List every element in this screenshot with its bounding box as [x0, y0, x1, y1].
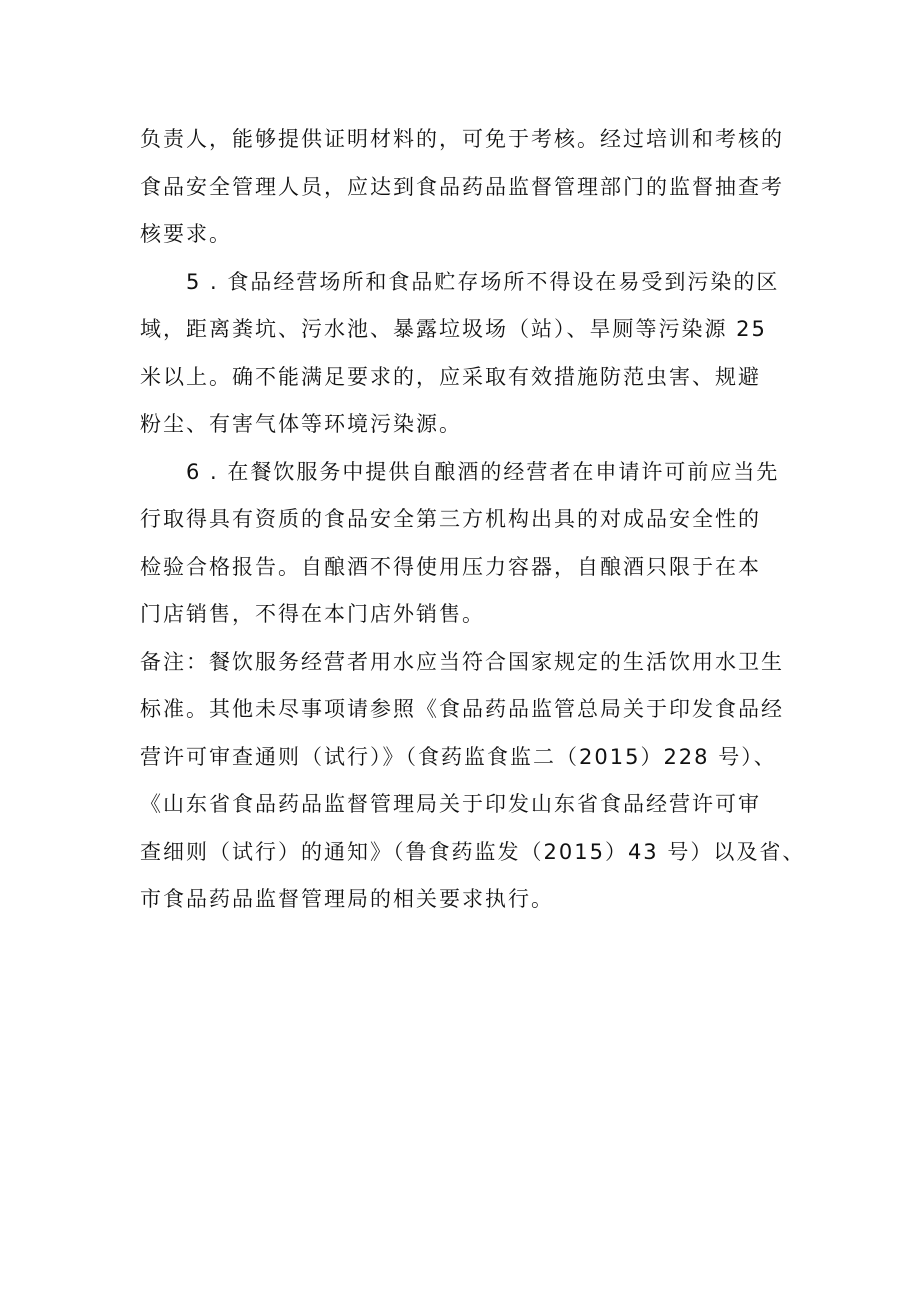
- text-line: 检验合格报告。自酿酒不得使用压力容器，自酿酒只限于在本: [140, 554, 761, 579]
- text-line: 负责人，能够提供证明材料的，可免于考核。经过培训和考核的: [140, 127, 784, 151]
- note-line: 备注：餐饮服务经营者用水应当符合国家规定的生活饮用水卫生: [140, 649, 784, 674]
- text-line: 门店销售，不得在本门店外销售。: [140, 602, 485, 626]
- note-line: 市食品药品监督管理局的相关要求执行。: [140, 887, 554, 911]
- text-line: 粉尘、有害气体等环境污染源。: [140, 412, 462, 436]
- text-line: 核要求。: [140, 222, 232, 246]
- text-line: 域，距离粪坑、污水池、暴露垃圾场（站）、旱厕等污染源 25: [140, 317, 767, 341]
- item-6-line: 6 . 在餐饮服务中提供自酿酒的经营者在申请许可前应当先: [186, 459, 780, 484]
- document-body: [140, 119, 806, 927]
- note-line: 标准。其他未尽事项请参照《食品药品监管总局关于印发食品经: [140, 697, 784, 721]
- note-line: 查细则（试行）的通知》（鲁食药监发（2015）43 号）以及省、: [140, 839, 806, 864]
- text-line: 行取得具有资质的食品安全第三方机构出具的对成品安全性的: [140, 507, 761, 531]
- text-line: 食品安全管理人员，应达到食品药品监督管理部门的监督抽查考: [140, 174, 784, 199]
- note-line: 《山东省食品药品监督管理局关于印发山东省食品经营许可审: [140, 792, 761, 816]
- item-5-line: 5 . 食品经营场所和食品贮存场所不得设在易受到污染的区: [186, 269, 780, 294]
- text-line: 米以上。确不能满足要求的，应采取有效措施防范虫害、规避: [140, 364, 761, 389]
- note-line: 营许可审查通则（试行）》（食药监食监二（2015）228 号）、: [140, 744, 777, 769]
